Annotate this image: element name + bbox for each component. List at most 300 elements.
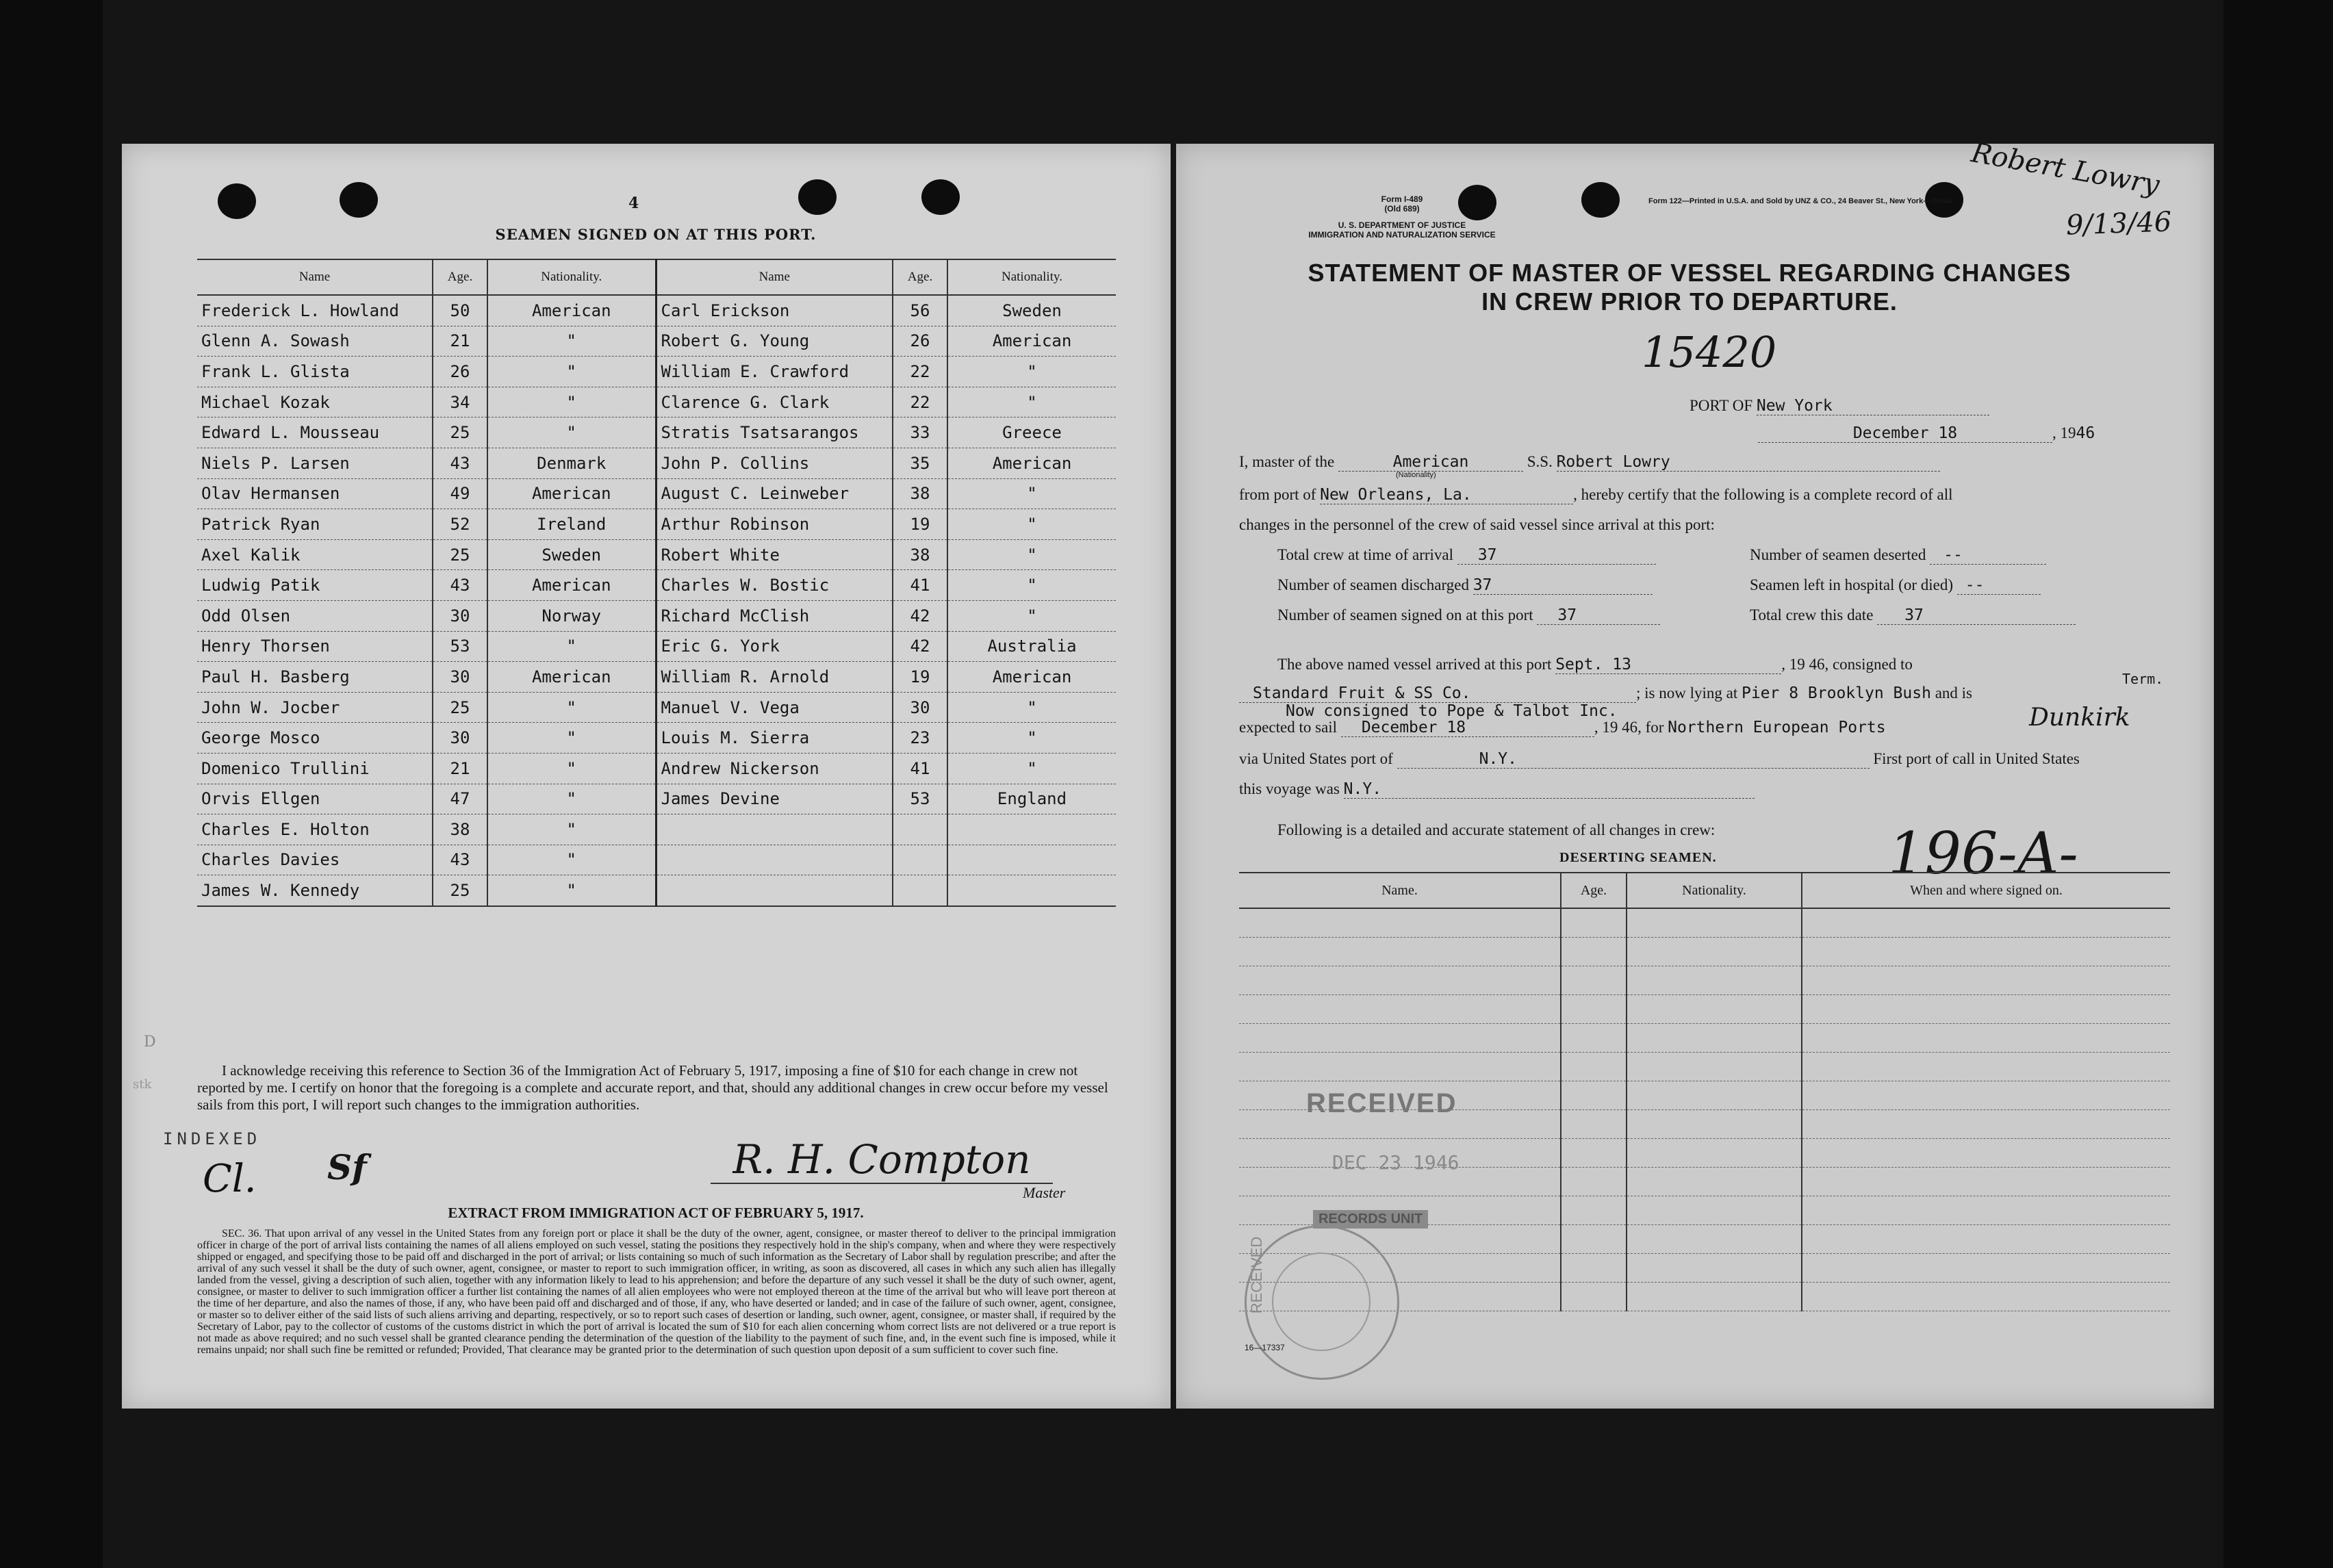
crew-nationality: American [947,448,1116,478]
via-line [1239,750,2170,769]
arrived-year: , 19 46 [1781,656,1825,673]
crew-nationality: " [947,539,1116,570]
crew-nationality: Norway [487,600,656,631]
crew-name: August C. Leinweber [656,478,893,509]
crew-nationality: " [487,387,656,417]
port-label: PORT OF [1690,397,1753,414]
column-header-age: Age. [893,259,947,295]
crew-age [893,845,947,875]
blank-cell [1627,908,1802,938]
blank-cell [1239,1024,1561,1053]
crew-name: Domenico Trullini [197,753,433,784]
form-title-line: IN CREW PRIOR TO DEPARTURE. [1481,287,1898,316]
blank-cell [1802,908,2170,938]
crew-name: Ludwig Patik [197,570,433,601]
crew-age: 19 [893,662,947,693]
blank-cell [1627,938,1802,966]
destination-value: Northern European Ports [1668,719,1886,736]
crew-name: Frank L. Glista [197,357,433,387]
blank-cell [1627,1254,1802,1283]
crew-nationality: " [487,723,656,754]
table-row [197,448,1116,478]
crew-nationality: " [947,357,1116,387]
blank-cell [1561,1139,1627,1168]
nationality-value [1338,453,1523,479]
column-header-nationality: Nationality. [947,259,1116,295]
crew-age: 50 [433,295,487,326]
blank-cell [1239,908,1561,938]
table-row [197,326,1116,357]
consignee-value: Standard Fruit & SS Co. [1239,684,1636,703]
master-signature: R. H. Compton [711,1136,1053,1184]
port-line [1690,397,1989,415]
right-page [1176,137,2214,1409]
crew-name: James Devine [656,784,893,814]
seal-text: RECEIVED [1248,1236,1266,1314]
crew-name: Charles W. Bostic [656,570,893,601]
first-call-label: First port of call in United States [1873,750,2080,767]
crew-name [656,875,893,906]
blank-cell [1627,1081,1802,1110]
seamen-table [197,259,1116,907]
crew-age: 38 [893,539,947,570]
expected-year: , 19 46 [1594,719,1638,736]
table-row [197,753,1116,784]
crew-age: 34 [433,387,487,417]
crew-age [893,814,947,845]
lying-text: ; is now lying at [1636,684,1738,702]
now-consigned: Now consigned to Pope & Talbot Inc. [1286,702,1618,720]
blank-cell [1627,1024,1802,1053]
crew-name: Andrew Nickerson [656,753,893,784]
crew-nationality: " [947,387,1116,417]
blank-cell [1802,1139,2170,1168]
expected-date: December 18 [1341,719,1594,737]
crew-age: 38 [893,478,947,509]
punch-hole [921,179,960,215]
page-number: 4 [628,194,639,212]
crew-name: Stratis Tsatsarangos [656,417,893,448]
table-row [1239,1225,2170,1254]
crew-age: 53 [433,631,487,662]
table-row [197,662,1116,693]
signed-on-value: 37 [1537,606,1660,625]
table-row [197,631,1116,662]
crew-nationality: " [487,417,656,448]
master-line [1239,453,2170,479]
crew-nationality: " [487,845,656,875]
blank-cell [1239,995,1561,1024]
date-line [1758,424,2095,443]
column-header-nationality: Nationality. [1627,873,1802,908]
crew-nationality: " [947,753,1116,784]
crew-age: 19 [893,509,947,540]
column-header-age: Age. [433,259,487,295]
table-row [197,600,1116,631]
crew-name: Charles Davies [197,845,433,875]
hospital-value: -- [1957,576,2041,595]
blank-cell [1561,908,1627,938]
page-title: SEAMEN SIGNED ON AT THIS PORT. [495,226,817,243]
arrived-date: Sept. 13 [1555,656,1781,674]
crew-age: 21 [433,753,487,784]
via-label: via United States port of [1239,750,1393,767]
crew-age: 35 [893,448,947,478]
crew-name: William R. Arnold [656,662,893,693]
column-header-age: Age. [1561,873,1627,908]
master-of-label: I, master of the [1239,453,1335,470]
printer-line: Form 122—Printed in U.S.A. and Sold by UNZ & CO., 24 Beaver St., New York—20464 [1648,197,1952,205]
blank-cell [1802,995,2170,1024]
blank-cell [1627,1168,1802,1196]
crew-name: Manuel V. Vega [656,692,893,723]
table-row [197,509,1116,540]
certify-text: , hereby certify that the following is a complete record of all [1573,486,1953,503]
blank-cell [1627,995,1802,1024]
crew-name: Edward L. Mousseau [197,417,433,448]
punch-hole [218,183,256,219]
table-row [197,478,1116,509]
total-date-value: 37 [1877,606,2076,625]
crew-name: Henry Thorsen [197,631,433,662]
table-row [1239,938,2170,966]
table-row [197,417,1116,448]
signed-on-line [1277,606,1660,625]
crew-name: Frederick L. Howland [197,295,433,326]
year-prefix: , 19 [2052,424,2076,441]
table-row [1239,1024,2170,1053]
crew-age: 47 [433,784,487,814]
crew-age: 25 [433,539,487,570]
handwritten-date: 9/13/46 [2065,206,2172,242]
crew-nationality: " [487,692,656,723]
column-header-name: Name [656,259,893,295]
crew-nationality: American [947,662,1116,693]
term-abbrev: Term. [2122,671,2164,687]
crew-nationality: " [947,509,1116,540]
crew-age: 42 [893,631,947,662]
ss-label: S.S. [1527,453,1553,470]
handwritten-number: 15420 [1642,327,1777,377]
form-title [1203,259,2176,316]
nationality-text: American [1392,453,1469,471]
blank-cell [1627,1196,1802,1225]
crew-name: Odd Olsen [197,600,433,631]
table-row [197,357,1116,387]
blank-cell [1802,1254,2170,1283]
crew-name: George Mosco [197,723,433,754]
voyage-port-value: N.Y. [1344,780,1755,799]
crew-name: John P. Collins [656,448,893,478]
table-row [197,387,1116,417]
crew-age: 21 [433,326,487,357]
consignee-line [1239,671,2170,703]
handwritten-destination: Dunkirk [2029,704,2130,732]
punch-hole [798,179,837,215]
voyage-label: this voyage was [1239,780,1340,797]
extract-title: EXTRACT FROM IMMIGRATION ACT OF FEBRUARY 5, 1917. [448,1205,864,1221]
crew-nationality: " [487,784,656,814]
total-arrival-value: 37 [1457,546,1656,565]
crew-age: 22 [893,387,947,417]
punch-hole [340,182,378,218]
crew-name: John W. Jocber [197,692,433,723]
crew-name: Niels P. Larsen [197,448,433,478]
discharged-value: 37 [1473,576,1653,595]
crew-name: James W. Kennedy [197,875,433,906]
crew-age: 25 [433,692,487,723]
scan-border-left [0,0,103,1568]
crew-nationality: Denmark [487,448,656,478]
crew-age: 53 [893,784,947,814]
crew-age: 22 [893,357,947,387]
crew-age: 33 [893,417,947,448]
signed-on-label: Number of seamen signed on at this port [1277,606,1533,624]
blank-cell [1802,1110,2170,1139]
crew-name: Eric G. York [656,631,893,662]
crew-name: Paul H. Basberg [197,662,433,693]
crew-name: Axel Kalik [197,539,433,570]
crew-name: Olav Hermansen [197,478,433,509]
crew-age: 30 [893,692,947,723]
blank-cell [1561,1081,1627,1110]
crew-name: Louis M. Sierra [656,723,893,754]
crew-nationality: American [487,478,656,509]
crew-name: Clarence G. Clark [656,387,893,417]
crew-name [656,845,893,875]
hospital-label: Seamen left in hospital (or died) [1750,576,1954,593]
crew-nationality: Australia [947,631,1116,662]
voyage-line [1239,780,2170,799]
crew-age: 26 [433,357,487,387]
blank-cell [1802,1168,2170,1196]
handwritten-note: Robert Lowry [1969,137,2162,201]
crew-name: William E. Crawford [656,357,893,387]
blank-cell [1802,1225,2170,1254]
via-port-value: N.Y. [1397,750,1870,769]
indexed-stamp: INDEXED [163,1129,262,1148]
crew-nationality: American [487,295,656,326]
blank-cell [1561,1254,1627,1283]
crew-nationality: " [487,753,656,784]
crew-name: Glenn A. Sowash [197,326,433,357]
column-header-name: Name [197,259,433,295]
blank-cell [1802,1081,2170,1110]
table-row [197,845,1116,875]
received-seal-inner [1272,1252,1371,1351]
crew-age: 43 [433,570,487,601]
crew-age: 52 [433,509,487,540]
table-row [1239,908,2170,938]
from-port-value: New Orleans, La. [1320,486,1573,504]
date-value: December 18 [1758,424,2052,443]
deserted-value: -- [1930,546,2046,565]
table-row [197,570,1116,601]
crew-nationality: " [947,692,1116,723]
margin-mark: stk [133,1077,152,1092]
crew-age: 30 [433,600,487,631]
expected-label: expected to sail [1239,719,1338,736]
table-row [1239,995,2170,1024]
blank-cell [1627,966,1802,995]
blank-cell [1239,966,1561,995]
form-title-line: STATEMENT OF MASTER OF VESSEL REGARDING CHANGES [1308,259,2071,287]
blank-cell [1561,1168,1627,1196]
department-header: U. S. DEPARTMENT OF JUSTICE IMMIGRATION AND NATURALIZATION SERVICE [1308,220,1496,240]
column-header-when-where: When and where signed on. [1802,873,2170,908]
changes-text: changes in the personnel of the crew of said vessel since arrival at this port: [1239,516,1715,533]
blank-cell [1627,1139,1802,1168]
blank-cell [1561,995,1627,1024]
crew-nationality: American [487,662,656,693]
crew-age: 23 [893,723,947,754]
total-date-line [1750,606,2076,625]
form-id: Form I-489 (Old 689) [1381,194,1423,214]
crew-age: 41 [893,753,947,784]
margin-mark: D [144,1033,156,1051]
statute-text: SEC. 36. That upon arrival of any vessel in the United States from any foreign port or place it shall be the duty of the owner, agent, consignee, or master thereof to deliver to the principal immigration officer in charge of the port of arrival lists containing the names of all aliens employed on such vessel, stating the positions they respectively hold in the ship's company, when and where they were respectively shipped or engaged, and specifying those to be paid off and discharged in the port of arrival; or lists containing so much of such information as the Secretary of Labor shall by regulation prescribe; and after the arrival of any such vessel it shall be the duty of such owner, agent, consignee, or master to report to such immigration officer, in writing, as soon as discovered, all cases in which any such alien has illegally landed from the vessel, giving a description of such alien, together with any information likely to lead to his apprehension; and before the departure of any such vessel it shall be the duty of such owner, agent, consignee, or master to deliver to such immigration officer a further list containing the names of all alien employees who were not employed thereon at the time of the arrival but who will leave port thereon at the time of her departure, and also the names of those, if any, who have been paid off and discharged and of those, if any, who have deserted or landed; and in case of the failure of such owner, agent, consignee, or master so to deliver either of the said lists of such aliens arriving and departing, respectively, or so to report such cases of desertion or landing, such owner, agent, consignee, or master shall, if required by the Secretary of Labor, pay to the collector of customs of the customs district in which the port of arrival is located the sum of $10 for each alien concerning whom correct lists are not delivered or a true report is not made as above required; and no such vessel shall be granted clearance pending the determination of the question of the liability to the payment of such fine, and, in the event such fine is imposed, while it remains unpaid; nor shall such fine be remitted or refunded; Provided, That clearance may be granted prior to the determination of such question upon deposit of a sum sufficient to cover such fine. [197,1228,1116,1356]
and-is-text: and is [1935,684,1972,702]
blank-cell [1627,1225,1802,1254]
total-arrival-line [1277,546,1656,565]
nationality-caption: (Nationality) [1395,471,1436,479]
crew-nationality: " [487,326,656,357]
crew-name: Robert White [656,539,893,570]
crew-nationality [947,845,1116,875]
table-row [197,814,1116,845]
crew-nationality: Sweden [947,295,1116,326]
clerk-mark: Cl. [203,1157,257,1201]
crew-name: Orvis Ellgen [197,784,433,814]
crew-age: 30 [433,723,487,754]
blank-cell [1561,938,1627,966]
crew-nationality [947,875,1116,906]
crew-nationality: American [487,570,656,601]
crew-name: Carl Erickson [656,295,893,326]
vessel-name: Robert Lowry [1557,453,1940,472]
blank-cell [1561,1283,1627,1311]
blank-cell [1561,1225,1627,1254]
blank-cell [1561,966,1627,995]
blank-cell [1627,1110,1802,1139]
crew-nationality: Ireland [487,509,656,540]
discharged-label: Number of seamen discharged [1277,576,1469,593]
blank-cell [1627,1053,1802,1081]
table-row [197,295,1116,326]
year-value: 46 [2076,424,2095,442]
total-date-label: Total crew this date [1750,606,1874,624]
crew-nationality: Sweden [487,539,656,570]
column-header-name: Name. [1239,873,1561,908]
blank-cell [1802,1283,2170,1311]
crew-name: Charles E. Holton [197,814,433,845]
crew-age: 30 [433,662,487,693]
crew-age [893,875,947,906]
crew-name: Arthur Robinson [656,509,893,540]
lying-at-value: Pier 8 Brooklyn Bush [1741,684,1931,702]
from-port-line [1239,486,2170,504]
crew-nationality: " [487,357,656,387]
discharged-line [1277,576,1653,595]
blank-cell [1802,966,2170,995]
crew-age: 26 [893,326,947,357]
from-port-label: from port of [1239,486,1316,503]
received-stamp: RECEIVED [1306,1088,1457,1118]
arrived-line [1277,656,1913,674]
punch-hole [1581,182,1620,218]
crew-age: 43 [433,845,487,875]
deserted-line [1750,546,2046,565]
crew-name: Richard McClish [656,600,893,631]
crew-age: 25 [433,417,487,448]
crew-age: 56 [893,295,947,326]
crew-nationality: " [487,875,656,906]
blank-cell [1239,938,1561,966]
blank-cell [1802,1053,2170,1081]
acknowledgment-text: I acknowledge receiving this reference to Section 36 of the Immigration Act of February 5, 1917, imposing a fine of $10 for each change in crew not reported by me. I certify on honor that the foregoing is a complete and accurate report, and that, should any additional changes in crew occur before my vessel sails from this port, I will report such changes to the immigration authorities. [197,1062,1108,1113]
blank-cell [1561,1053,1627,1081]
table-row [197,723,1116,754]
crew-nationality [947,814,1116,845]
crew-nationality: " [947,723,1116,754]
table-row [1239,1053,2170,1081]
crew-nationality: " [947,478,1116,509]
blank-cell [1802,1024,2170,1053]
crew-name: Michael Kozak [197,387,433,417]
clerk-initial: Sf [327,1147,367,1187]
deserting-title: DESERTING SEAMEN. [1559,850,1717,865]
crew-age: 25 [433,875,487,906]
crew-nationality: Greece [947,417,1116,448]
crew-age: 41 [893,570,947,601]
consigned-text: , consigned to [1824,656,1913,673]
scan-border-right [2223,0,2333,1568]
records-unit-stamp: RECORDS UNIT [1313,1210,1428,1229]
crew-nationality: " [487,631,656,662]
blank-cell [1561,1196,1627,1225]
crew-age: 43 [433,448,487,478]
left-page [122,144,1171,1409]
hospital-line [1750,576,2041,595]
table-row [1239,966,2170,995]
arrived-text: The above named vessel arrived at this port [1277,656,1552,673]
form-number: 16—17337 [1245,1343,1285,1352]
seamen-table-body [197,295,1116,906]
crew-nationality: " [947,600,1116,631]
deserted-label: Number of seamen deserted [1750,546,1926,563]
crew-name: Patrick Ryan [197,509,433,540]
column-header-nationality: Nationality. [487,259,656,295]
handwritten-file-number: 196-A- [1888,820,2078,887]
signature-caption: Master [1023,1184,1066,1201]
table-row [197,875,1116,906]
following-text: Following is a detailed and accurate statement of all changes in crew: [1277,821,1716,838]
blank-cell [1239,1053,1561,1081]
crew-name: Robert G. Young [656,326,893,357]
crew-nationality: England [947,784,1116,814]
table-row [197,784,1116,814]
table-row [197,692,1116,723]
for-label: , for [1637,719,1664,736]
crew-nationality: American [947,326,1116,357]
blank-cell [1802,938,2170,966]
port-value: New York [1757,397,1989,415]
crew-nationality: " [947,570,1116,601]
crew-nationality: " [487,814,656,845]
received-date-stamp: DEC 23 1946 [1332,1151,1459,1174]
crew-name [656,814,893,845]
crew-age: 42 [893,600,947,631]
